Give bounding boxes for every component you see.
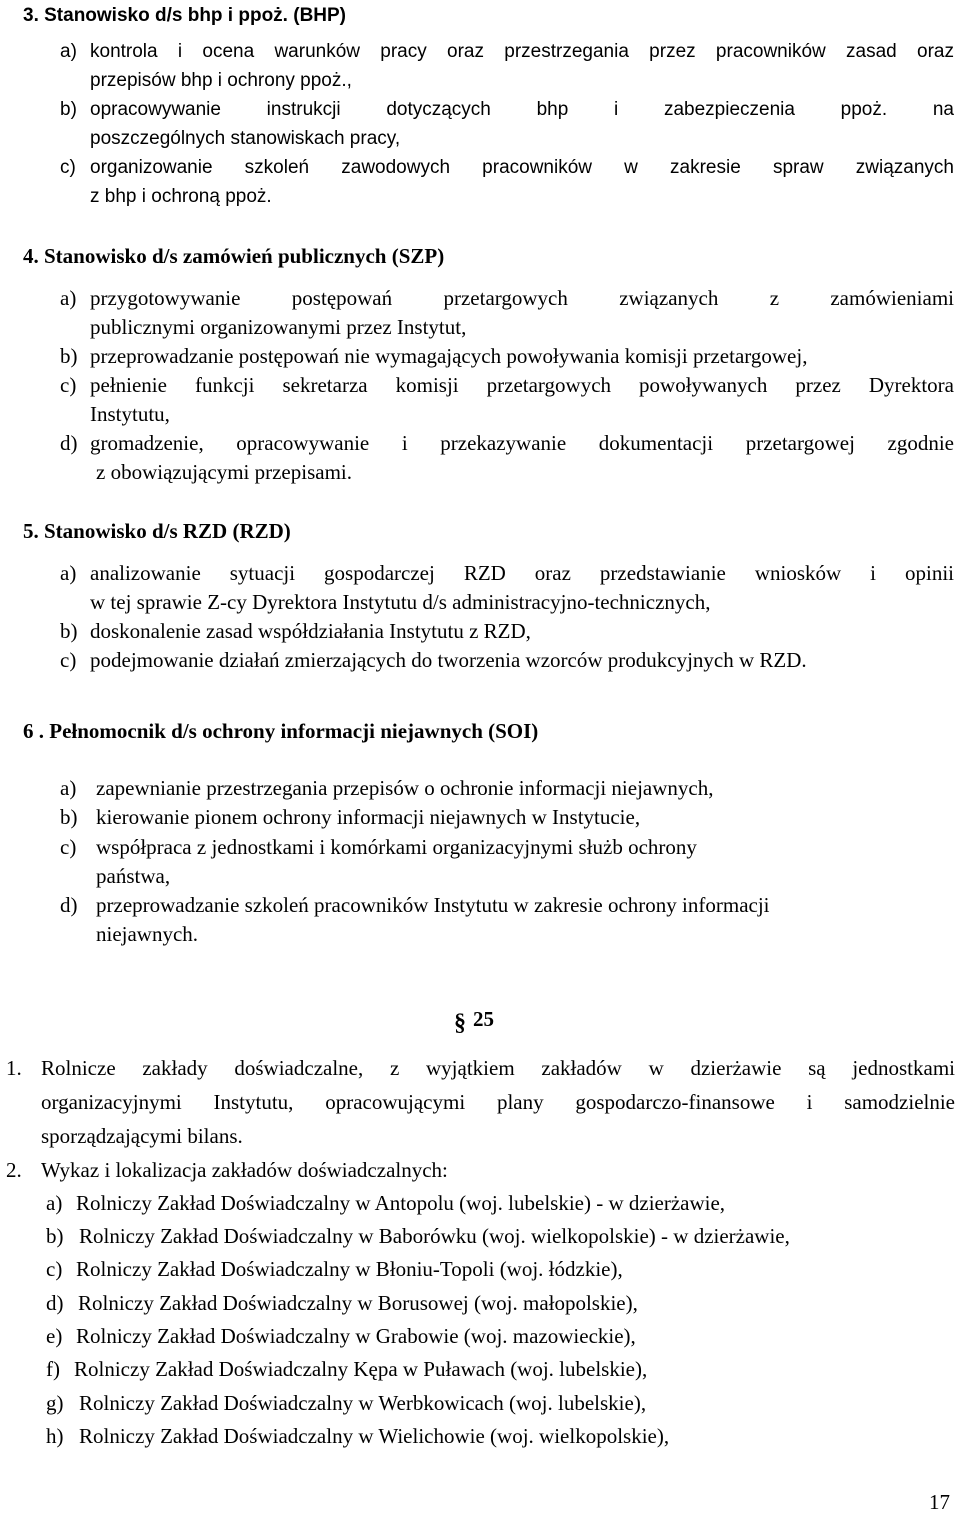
station-g-text: Rolniczy Zakład Doświadczalny w Werbkowicach (woj. lubelskie), <box>79 1391 647 1415</box>
station-c-label: c) <box>46 1257 63 1281</box>
s6-item-c-line-1: współpraca z jednostkami i komórkami organizacyjnymi służb ochrony <box>96 835 697 859</box>
s4-item-c-line-1: pełnienie funkcji sekretarza komisji przetargowych powoływanych przez Dyrektora <box>90 373 954 397</box>
point-2-line-1: Wykaz i lokalizacja zakładów doświadczalnych: <box>41 1158 448 1182</box>
station-g-label: g) <box>46 1391 64 1415</box>
section-4-title: 4. Stanowisko d/s zamówień publicznych (SZP) <box>23 244 445 268</box>
station-h-label: h) <box>46 1424 64 1448</box>
s5-item-a-label: a) <box>60 561 77 585</box>
s5-item-a-line-2: w tej sprawie Z-cy Dyrektora Instytutu d/s administracyjno-technicznych, <box>90 590 711 614</box>
s6-item-b-line-1: kierowanie pionem ochrony informacji niejawnych w Instytucie, <box>96 805 641 829</box>
station-f-text: Rolniczy Zakład Doświadczalny Kępa w Puławach (woj. lubelskie), <box>74 1357 648 1381</box>
s6-item-a-label: a) <box>60 776 77 800</box>
station-h-text: Rolniczy Zakład Doświadczalny w Wielichowie (woj. wielkopolskie), <box>79 1424 670 1448</box>
s4-item-b-line-1: przeprowadzanie postępowań nie wymagających powoływania komisji przetargowej, <box>90 344 808 368</box>
s6-item-d-line-2: niejawnych. <box>96 922 199 946</box>
station-a-label: a) <box>46 1191 63 1215</box>
s6-item-d-line-1: przeprowadzanie szkoleń pracowników Instytutu w zakresie ochrony informacji <box>96 893 770 917</box>
s5-item-a-line-1: analizowanie sytuacji gospodarczej RZD oraz przedstawianie wniosków i opinii <box>90 561 954 585</box>
point-2-label: 2. <box>6 1158 22 1182</box>
s6-item-b-label: b) <box>60 805 78 829</box>
station-b-text: Rolniczy Zakład Doświadczalny w Baborówku (woj. wielkopolskie) - w dzierżawie, <box>79 1224 790 1248</box>
s4-item-a-line-2: publicznymi organizowanymi przez Instytut, <box>90 315 467 339</box>
section-6-title: 6 . Pełnomocnik d/s ochrony informacji niejawnych (SOI) <box>23 719 539 743</box>
station-e-label: e) <box>46 1324 63 1348</box>
station-d-label: d) <box>46 1291 64 1315</box>
s4-item-d-line-1: gromadzenie, opracowywanie i przekazywanie dokumentacji przetargowej zgodnie <box>90 431 954 455</box>
station-f-label: f) <box>46 1357 60 1381</box>
station-b-label: b) <box>46 1224 64 1248</box>
s3-item-a-label: a) <box>60 41 77 62</box>
s4-item-c-line-2: Instytutu, <box>90 402 170 426</box>
s3-item-a-line-2: przepisów bhp i ochrony ppoż., <box>90 70 352 91</box>
s5-item-b-line-1: doskonalenie zasad współdziałania Instytutu z RZD, <box>90 619 531 643</box>
s6-item-d-label: d) <box>60 893 78 917</box>
s3-item-c-line-2: z bhp i ochroną ppoż. <box>90 186 272 207</box>
s3-item-c-label: c) <box>60 157 76 178</box>
paragraph-number: 25 <box>473 1007 494 1031</box>
station-a-text: Rolniczy Zakład Doświadczalny w Antopolu (woj. lubelskie) - w dzierżawie, <box>76 1191 726 1215</box>
station-e-text: Rolniczy Zakład Doświadczalny w Grabowie (woj. mazowieckie), <box>76 1324 636 1348</box>
s3-item-b-line-1: opracowywanie instrukcji dotyczących bhp i zabezpieczenia ppoż. na <box>90 99 954 120</box>
section-3-title: 3. Stanowisko d/s bhp i ppoż. (BHP) <box>23 5 347 26</box>
s3-item-c-line-1: organizowanie szkoleń zawodowych pracowników w zakresie spraw związanych <box>90 157 954 178</box>
s4-item-d-label: d) <box>60 431 78 455</box>
s3-item-a-line-1: kontrola i ocena warunków pracy oraz przestrzegania przez pracowników zasad oraz <box>90 41 954 62</box>
paragraph-sign: § <box>454 1010 466 1036</box>
s6-item-c-label: c) <box>60 835 77 859</box>
station-d-text: Rolniczy Zakład Doświadczalny w Borusowej (woj. małopolskie), <box>78 1291 638 1315</box>
s4-item-a-line-1: przygotowywanie postępowań przetargowych związanych z zamówieniami <box>90 286 954 310</box>
s5-item-c-label: c) <box>60 648 77 672</box>
s3-item-b-line-2: poszczególnych stanowiskach pracy, <box>90 128 401 149</box>
s4-item-c-label: c) <box>60 373 77 397</box>
s6-item-a-line-1: zapewnianie przestrzegania przepisów o ochronie informacji niejawnych, <box>96 776 714 800</box>
section-5-title: 5. Stanowisko d/s RZD (RZD) <box>23 519 291 543</box>
point-1-line-1: Rolnicze zakłady doświadczalne, z wyjątkiem zakładów w dzierżawie są jednostkami <box>41 1056 955 1080</box>
s3-item-b-label: b) <box>60 99 77 120</box>
s5-item-b-label: b) <box>60 619 78 643</box>
point-1-line-2: organizacyjnymi Instytutu, opracowującymi plany gospodarczo-finansowe i samodzielnie <box>41 1090 955 1114</box>
s6-item-c-line-2: państwa, <box>96 864 171 888</box>
s5-item-c-line-1: podejmowanie działań zmierzających do tworzenia wzorców produkcyjnych w RZD. <box>90 648 807 672</box>
s4-item-b-label: b) <box>60 344 78 368</box>
page-number: 17 <box>929 1490 950 1514</box>
s4-item-d-line-2: z obowiązującymi przepisami. <box>96 460 352 484</box>
point-1-label: 1. <box>6 1056 22 1080</box>
station-c-text: Rolniczy Zakład Doświadczalny w Błoniu-Topoli (woj. łódzkie), <box>76 1257 623 1281</box>
s4-item-a-label: a) <box>60 286 77 310</box>
point-1-line-3: sporządzającymi bilans. <box>41 1124 243 1148</box>
